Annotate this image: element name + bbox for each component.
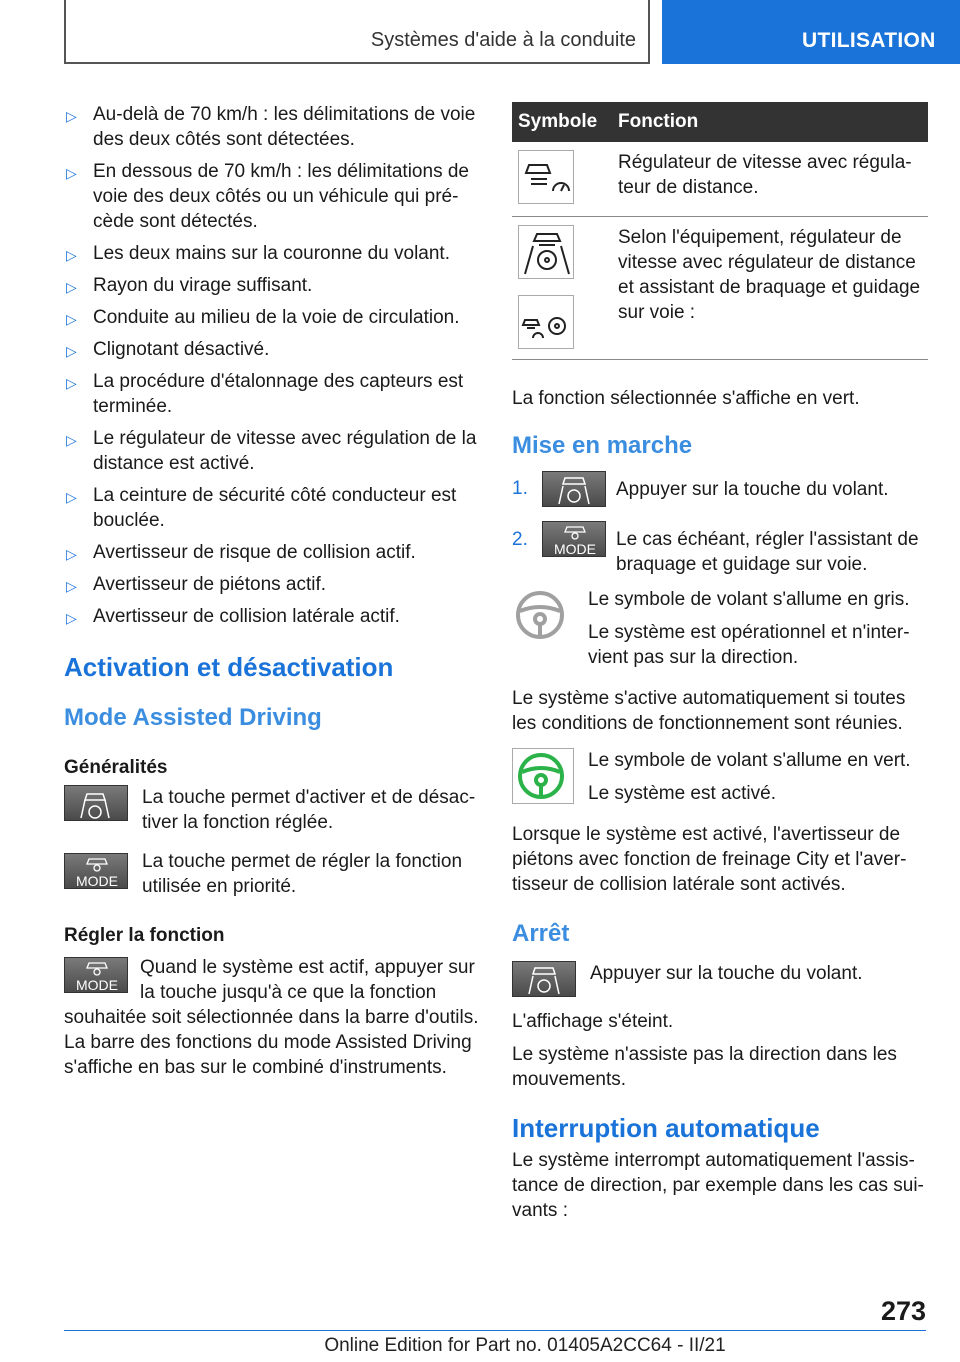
chapter-title: UTILISATION xyxy=(802,29,936,52)
list-item: ▷ Conduite au milieu de la voie de circulation. xyxy=(64,305,484,330)
interruption-text: Le système interrompt automatiquement l'assis‐tance de direction, par exemple dans les cas sui‐vants : xyxy=(512,1150,924,1221)
step-1 xyxy=(512,471,928,507)
list-item: ▷ La procédure d'étalonnage des capteurs est terminée. xyxy=(66,371,464,417)
table-row xyxy=(512,142,928,217)
general-row-2 xyxy=(64,849,484,899)
triangle-bullet-icon: ▷ xyxy=(66,489,77,505)
symbol-table xyxy=(512,102,928,360)
list-item: ▷ Le régulateur de vitesse avec régulation de la distance est activé. xyxy=(66,428,477,474)
right-column xyxy=(512,102,928,1223)
triangle-bullet-icon: ▷ xyxy=(66,375,77,391)
triangle-bullet-icon: ▷ xyxy=(66,279,77,295)
mode-button-icon xyxy=(64,853,128,889)
header-chapter-tab xyxy=(662,0,960,64)
triangle-bullet-icon: ▷ xyxy=(66,610,77,626)
section-title: Systèmes d'aide à la conduite xyxy=(370,29,636,51)
mode-button-icon xyxy=(64,957,128,993)
heading-mode-assisted: Mode Assisted Driving xyxy=(64,704,322,731)
assist-button-icon xyxy=(542,471,606,507)
heading-mise-en-marche: Mise en marche xyxy=(512,432,693,459)
list-item: ▷ Avertisseur de collision latérale actif. xyxy=(64,604,484,629)
grey-text-2: Le système est opérationnel et n'inter‐vient pas sur la direction. xyxy=(588,622,910,668)
general-row-1 xyxy=(64,785,484,835)
footer-divider xyxy=(64,1330,926,1331)
grey-wheel-row xyxy=(512,587,928,670)
arret-text: Appuyer sur la touche du volant. xyxy=(590,963,863,984)
triangle-bullet-icon: ▷ xyxy=(66,343,77,359)
svg-text:MODE: MODE xyxy=(554,541,596,557)
header-section-tab xyxy=(64,0,650,64)
step-2 xyxy=(512,521,928,577)
step-number: 2. xyxy=(512,529,528,550)
general-text-2: La touche permet de régler la fonction utilisée en priorité. xyxy=(142,851,463,897)
assist-button-icon xyxy=(64,785,128,821)
row-2-text: Selon l'équipement, régulateur de vitesse avec régulateur de distance et assistant de braquage et guidage sur voie : xyxy=(612,217,928,360)
left-column xyxy=(64,102,484,1080)
triangle-bullet-icon: ▷ xyxy=(66,311,77,327)
symbol-header: Symbole xyxy=(512,102,612,142)
footer-edition: Online Edition for Part no. 01405A2CC64 - II/21 xyxy=(324,1335,726,1356)
arret-text-3: Le système n'assiste pas la direction dans les mouvements. xyxy=(512,1044,897,1090)
regler-text: Quand le système est actif, appuyer sur la touche jusqu'à ce que la fonction souhaitée soit sélectionnée dans la barre d'outils. La barre des fonctions du mode Assisted Driving s'affiche en bas sur le combiné d'instruments. xyxy=(64,957,479,1078)
triangle-bullet-icon: ▷ xyxy=(66,108,77,124)
steering-wheel-green-icon xyxy=(512,748,574,804)
list-item: ▷ Avertisseur de piétons actif. xyxy=(64,572,484,597)
page-number: 273 xyxy=(880,1296,926,1326)
after-table-text: La fonction sélectionnée s'affiche en vert. xyxy=(512,388,860,409)
mode-button-icon xyxy=(542,521,606,557)
list-item: ▷ La ceinture de sécurité côté conducteur est bouclée. xyxy=(66,485,457,531)
active-system-text: Lorsque le système est activé, l'avertisseur de piétons avec fonction de freinage City et l'aver‐tisseur de collision latérale sont activés. xyxy=(512,824,907,895)
arret-text-2: L'affichage s'éteint. xyxy=(512,1011,674,1032)
row-1-text: Régulateur de vitesse avec régula‐teur de distance. xyxy=(612,142,928,217)
arret-row xyxy=(512,961,928,997)
list-item: ▷ En dessous de 70 km/h : les délimitations de voie des deux côtés ou un véhicule qui pré‐cède sont détectés. xyxy=(66,161,469,232)
heading-generalites: Généralités xyxy=(64,757,168,778)
triangle-bullet-icon: ▷ xyxy=(66,432,77,448)
heading-regler: Régler la fonction xyxy=(64,925,225,946)
list-item: ▷ Rayon du virage suffisant. xyxy=(64,273,484,298)
cruise-steering-icon xyxy=(518,295,574,349)
general-text-1: La touche permet d'activer et de désac‐tiver la fonction réglée. xyxy=(142,787,476,833)
steering-wheel-grey-icon xyxy=(512,587,574,643)
table-row xyxy=(512,217,928,360)
triangle-bullet-icon: ▷ xyxy=(66,165,77,181)
list-item: ▷ Au-delà de 70 km/h : les délimitations de voie des deux côtés sont détectées. xyxy=(66,104,476,150)
heading-arret: Arrêt xyxy=(512,920,570,947)
list-item: ▷ Clignotant désactivé. xyxy=(64,337,484,362)
step-2-text: Le cas échéant, régler l'assistant de braquage et guidage sur voie. xyxy=(616,529,919,575)
green-text-1: Le symbole de volant s'allume en vert. xyxy=(588,750,911,771)
list-item: ▷ Avertisseur de risque de collision actif. xyxy=(64,540,484,565)
lane-assist-icon xyxy=(518,225,574,279)
function-header: Fonction xyxy=(612,102,928,142)
triangle-bullet-icon: ▷ xyxy=(66,578,77,594)
condition-list xyxy=(64,102,484,629)
triangle-bullet-icon: ▷ xyxy=(66,247,77,263)
heading-interruption: Interruption automatique xyxy=(512,1113,820,1143)
green-wheel-row xyxy=(512,748,928,806)
cruise-distance-icon xyxy=(518,150,574,204)
assist-button-icon xyxy=(512,961,576,997)
grey-text-1: Le symbole de volant s'allume en gris. xyxy=(588,589,910,610)
step-number: 1. xyxy=(512,478,528,499)
regler-block xyxy=(64,955,484,1080)
green-text-2: Le système est activé. xyxy=(588,783,776,804)
step-1-text: Appuyer sur la touche du volant. xyxy=(616,478,889,500)
triangle-bullet-icon: ▷ xyxy=(66,546,77,562)
auto-activation-text: Le système s'active automatiquement si toutes les conditions de fonctionnement sont réunies. xyxy=(512,688,906,734)
list-item: ▷ Les deux mains sur la couronne du volant. xyxy=(64,241,484,266)
heading-activation: Activation et désactivation xyxy=(64,652,394,682)
svg-text:MODE: MODE xyxy=(76,977,118,993)
svg-text:MODE: MODE xyxy=(76,873,118,889)
